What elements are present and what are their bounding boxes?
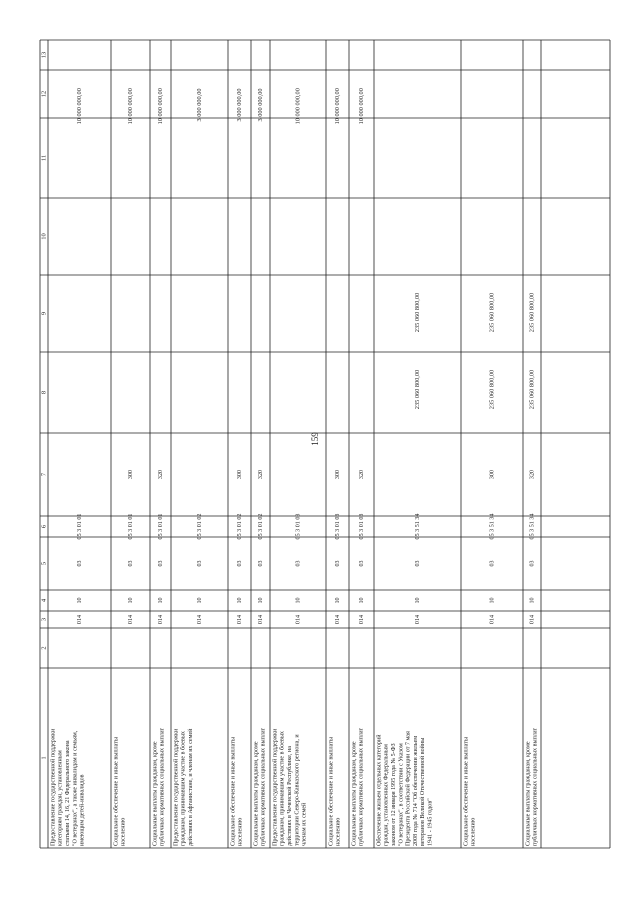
cell-c6: 05 3 01 03 <box>358 513 365 540</box>
column-header: 7 <box>40 472 48 477</box>
cell-c5: 03 <box>157 560 164 567</box>
row-text-line: Социальное обеспечение и иные выплаты <box>328 737 335 846</box>
cell-c9: 235 060 800,00 <box>528 292 536 333</box>
row-text-line: Обеспечение жильем отдельных категорий <box>376 734 383 846</box>
column-header: 8 <box>40 390 48 395</box>
cell-c12: 10 000 000,00 <box>294 88 302 125</box>
cell-c6: 05 3 01 02 <box>236 513 243 540</box>
cell-c4: 10 <box>236 597 243 604</box>
row-text-line: Социальные выплаты гражданам, кроме <box>152 741 159 846</box>
cell-c5: 03 <box>295 560 302 567</box>
cell-c5: 03 <box>236 560 243 567</box>
cell-c6: 05 3 51 34 <box>489 513 496 540</box>
row-text-line: Предоставление государственной поддержки <box>173 728 180 846</box>
row-text-line: "О ветеранах", а также инвалидам и семьям, <box>72 730 79 846</box>
column-header: 10 <box>40 233 48 240</box>
cell-c5: 03 <box>334 560 341 567</box>
cell-c12: 10 000 000,00 <box>357 88 365 125</box>
cell-c3: 014 <box>157 614 164 625</box>
cell-c3: 014 <box>334 614 341 625</box>
cell-c7: 300 <box>127 469 134 480</box>
row-text-line: публичных нормативных социальных выплат <box>159 727 166 846</box>
cell-c8: 235 060 800,00 <box>488 369 496 410</box>
cell-c4: 10 <box>76 597 83 604</box>
cell-c12: 10 000 000,00 <box>333 88 341 125</box>
row-text-line: членам их семей <box>301 802 308 846</box>
row-text-line: населению <box>120 817 127 846</box>
row-text-line: населению <box>335 817 342 846</box>
cell-c8: 235 060 800,00 <box>528 369 536 410</box>
cell-c3: 014 <box>76 614 83 625</box>
cell-c6: 05 3 51 34 <box>414 513 421 540</box>
row-text-line: Социальное обеспечение и иные выплаты <box>113 737 120 846</box>
cell-c4: 10 <box>127 597 134 604</box>
cell-c4: 10 <box>257 597 264 604</box>
column-header: 1 <box>40 756 48 760</box>
row-text-line: населению <box>470 817 477 846</box>
cell-c3: 014 <box>196 614 203 625</box>
row-text-line: действиях в Чеченской Республике, на <box>287 746 294 846</box>
cell-c8: 235 060 800,00 <box>413 369 421 410</box>
cell-c4: 10 <box>529 597 536 604</box>
cell-c7: 300 <box>489 469 496 480</box>
cell-c6: 05 3 01 02 <box>196 513 203 540</box>
cell-c3: 014 <box>257 614 264 625</box>
column-header: 12 <box>40 90 48 98</box>
cell-c3: 014 <box>489 614 496 625</box>
cell-c5: 03 <box>358 560 365 567</box>
cell-c5: 03 <box>127 560 134 567</box>
cell-c6: 05 3 01 03 <box>334 513 341 540</box>
row-text-line: Социальные выплаты гражданам, кроме <box>525 741 532 846</box>
cell-c4: 10 <box>334 597 341 604</box>
cell-c12: 3 000 000,00 <box>256 88 264 122</box>
row-text-line: статьями 14, 16, 21 Федерального закона <box>65 740 72 846</box>
row-text-line: категориям граждан, установленным <box>57 750 64 846</box>
row-text-line: 2008 года № 714 "Об обеспечении жильем <box>412 735 419 846</box>
column-header: 6 <box>40 524 48 529</box>
cell-c12: 10 000 000,00 <box>75 88 83 125</box>
column-header: 2 <box>40 646 48 650</box>
row-text-line: территории Северо-Кавказского региона, и <box>294 734 301 846</box>
row-text-line: имеющим детей-инвалидов <box>79 774 86 846</box>
cell-c4: 10 <box>489 597 496 604</box>
cell-c5: 03 <box>414 560 421 567</box>
row-text-line: гражданам, принимавшим участие в боевых <box>279 731 286 846</box>
column-header: 5 <box>40 561 48 566</box>
cell-c4: 10 <box>157 597 164 604</box>
row-text-line: публичных нормативных социальных выплат <box>532 727 539 846</box>
cell-c6: 05 3 01 02 <box>257 513 264 540</box>
cell-c5: 03 <box>489 560 496 567</box>
cell-c6: 05 3 01 01 <box>76 513 83 540</box>
column-header: 4 <box>40 598 48 603</box>
cell-c6: 05 3 01 01 <box>127 513 134 540</box>
cell-c3: 014 <box>529 614 536 625</box>
cell-c7: 300 <box>334 469 341 480</box>
cell-c12: 10 000 000,00 <box>126 88 134 125</box>
cell-c7: 320 <box>157 469 164 480</box>
cell-c9: 235 060 800,00 <box>413 292 421 333</box>
cell-c7: 320 <box>257 469 264 480</box>
row-text-line: населению <box>237 817 244 846</box>
cell-c5: 03 <box>529 560 536 567</box>
cell-c12: 3 000 000,00 <box>235 88 243 122</box>
row-text-line: Социальные выплаты гражданам, кроме <box>253 741 260 846</box>
cell-c5: 03 <box>257 560 264 567</box>
column-header: 13 <box>40 51 48 59</box>
row-text-line: Социальное обеспечение и иные выплаты <box>230 737 237 846</box>
page-number: 159 <box>309 432 320 446</box>
row-text-line: граждан, установленных Федеральным <box>383 744 390 846</box>
column-header: 9 <box>40 311 48 316</box>
cell-c6: 05 3 51 34 <box>529 513 536 540</box>
cell-c9: 235 060 800,00 <box>488 292 496 333</box>
cell-c6: 05 3 01 01 <box>157 513 164 540</box>
row-text-line: публичных нормативных социальных выплат <box>260 727 267 846</box>
cell-c5: 03 <box>196 560 203 567</box>
cell-c5: 03 <box>76 560 83 567</box>
cell-c4: 10 <box>295 597 302 604</box>
cell-c7: 300 <box>236 469 243 480</box>
column-header: 3 <box>40 617 48 622</box>
row-text-line: "О ветеранах", в соответствии с Указом <box>398 743 405 846</box>
row-text-line: Предоставление государственной поддержки <box>50 728 57 846</box>
row-text-line: ветеранов Великой Отечественной войны <box>420 737 427 846</box>
row-text-line: действиях в Афганистане, и членам их семей <box>188 728 195 846</box>
cell-c3: 014 <box>358 614 365 625</box>
cell-c3: 014 <box>414 614 421 625</box>
cell-c3: 014 <box>295 614 302 625</box>
cell-c7: 320 <box>358 469 365 480</box>
row-text-line: 1941 - 1945 годов" <box>427 798 434 846</box>
cell-c4: 10 <box>358 597 365 604</box>
row-text-line: Социальное обеспечение и иные выплаты <box>463 737 470 846</box>
row-text-line: законом от 12 января 1995 года № 5-ФЗ <box>391 743 398 846</box>
column-header: 11 <box>40 154 48 162</box>
row-text-line: Президента Российской Федерации от 7 мая <box>405 731 412 846</box>
row-text-line: Социальные выплаты гражданам, кроме <box>351 741 358 846</box>
cell-c12: 3 000 000,00 <box>195 88 203 122</box>
row-text-line: публичных нормативных социальных выплат <box>358 727 365 846</box>
cell-c3: 014 <box>127 614 134 625</box>
cell-c4: 10 <box>196 597 203 604</box>
cell-c6: 05 3 01 03 <box>295 513 302 540</box>
cell-c3: 014 <box>236 614 243 625</box>
cell-c4: 10 <box>414 597 421 604</box>
row-text-line: Предоставление государственной поддержки <box>272 728 279 846</box>
cell-c7: 320 <box>529 469 536 480</box>
cell-c12: 10 000 000,00 <box>156 88 164 125</box>
row-text-line: гражданам, принимавшим участие в боевых <box>180 731 187 846</box>
